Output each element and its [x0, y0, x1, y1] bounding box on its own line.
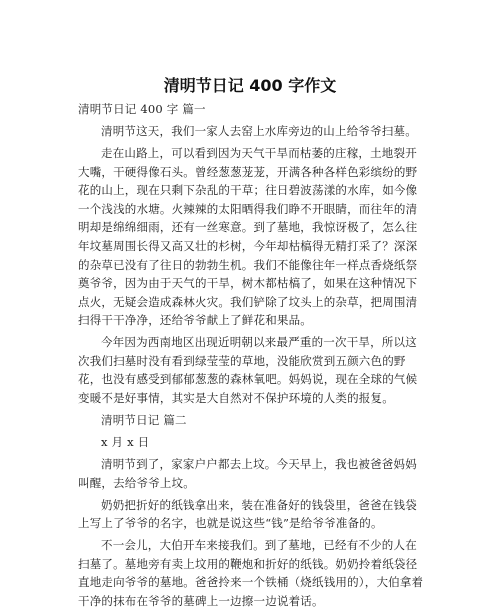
paragraph: 清明节到了，家家户户都去上坟。今天早上，我也被爸爸妈妈叫醒，去给爷爷上坟。: [78, 457, 417, 490]
paragraph: 今年因为西南地区出现近明朝以来最严重的一次干旱，所以这次我们扫墓时没有看到绿莹莹的草地，没能欣赏到五颜六色的野花，也没有感受到郁郁葱葱的森林氧吧。妈妈说，现在全球的气候变暖不是好事情，其实是大自然对不保护环境的人类的报复。: [78, 335, 418, 406]
paragraph: 奶奶把折好的纸钱拿出来，装在准备好的钱袋里，爸爸在钱袋上写上了爷爷的名字，也就是说这些“钱”是给爷爷准备的。: [78, 497, 417, 531]
paragraph: 不一会儿，大伯开车来接我们。到了墓地，已经有不少的人在扫墓了。墓地旁有卖上坟用的鞭炮和折好的纸钱。奶奶拎着纸袋径直地走向爷爷的墓地。爸爸拎来一个铁桶（烧纸钱用的），大伯拿着干净的抹布在爷爷的墓碑上一边擦一边说着话。: [78, 538, 424, 608]
document-title: 清明节日记 400 字作文: [163, 76, 337, 95]
paragraph: 清明节日记 400 字 篇一: [78, 102, 206, 116]
paragraph: 清明节这天，我们一家人去窑上水库旁边的山上给爷爷扫墓。: [101, 123, 417, 138]
paragraph: 清明节日记 篇二: [101, 413, 187, 428]
paragraph: x 月 x 日: [101, 435, 150, 450]
paragraph: 走在山路上，可以看到因为天气干旱而枯萎的庄稼，土地裂开大嘴，干硬得像石头。曾经葱葱茏茏，开满各种各样色彩缤纷的野花的山上，现在只剩下杂乱的干草；往日碧波荡漾的水库，如今像一个浅浅的水塘。火辣辣的太阳晒得我们睁不开眼睛，而往年的清明却是绵绵细雨，还有一丝寒意。到了墓地，我惊讶极了，怎么往年坟墓周围长得又高又壮的杉树，今年却枯槁得无精打采了？深深的杂草已没有了往日的勃勃生机。我们不能像往年一样点香烧纸祭奠爷爷，因为由于天气的干旱，树木都枯槁了，如果在这种情况下点火，无疑会造成森林火灾。我们铲除了坟头上的杂草，把周围清扫得干干净净，还给爷爷献上了鲜花和果品。: [78, 145, 418, 328]
document-body: [78, 100, 426, 614]
